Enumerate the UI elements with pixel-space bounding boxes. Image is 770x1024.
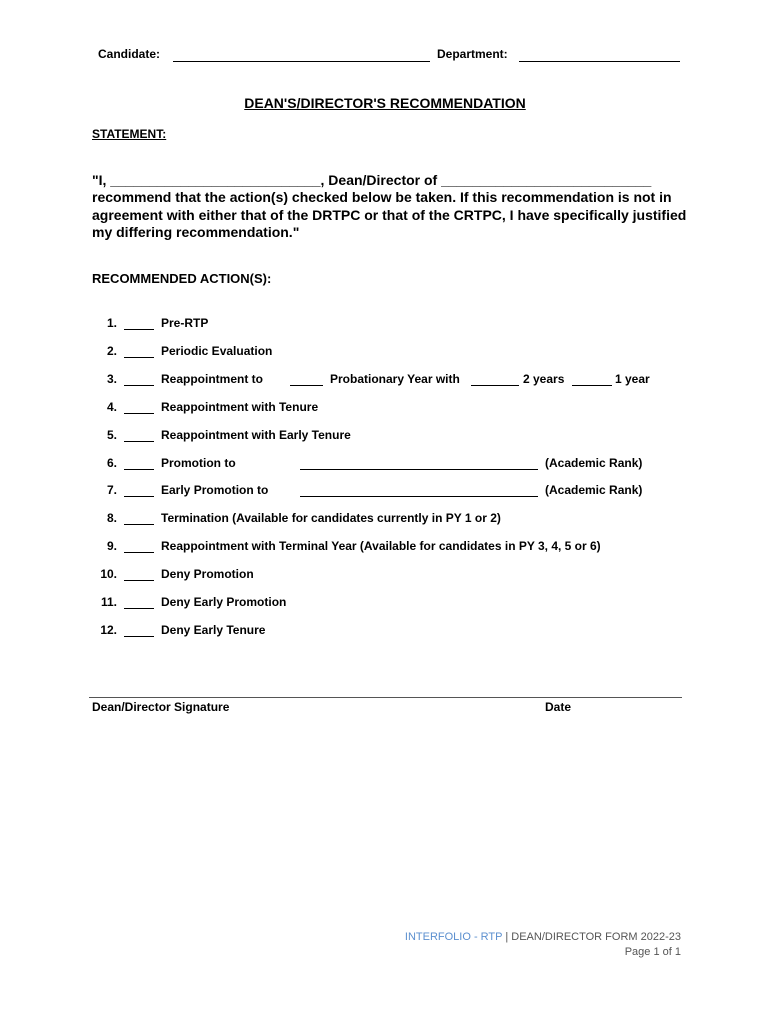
checkbox-blank[interactable] (124, 329, 154, 330)
item-number: 5. (106, 428, 117, 442)
item-number: 3. (106, 372, 117, 386)
item-number: 10. (100, 567, 117, 581)
action-item-pre-rtp (0, 316, 770, 334)
item-label: Deny Early Promotion (161, 595, 287, 609)
two-years-blank[interactable] (471, 385, 519, 386)
academic-rank-label: (Academic Rank) (545, 483, 643, 497)
item-number: 1. (106, 316, 117, 330)
footer-brand: INTERFOLIO - RTP (404, 931, 503, 943)
action-item-periodic-evaluation (0, 344, 770, 362)
footer-form-name: | DEAN/DIRECTOR FORM 2022-23 (502, 931, 681, 943)
department-field[interactable] (519, 61, 680, 62)
academic-rank-field[interactable] (300, 496, 538, 497)
checkbox-blank[interactable] (124, 385, 154, 386)
item-number: 12. (100, 623, 117, 637)
item-label: Deny Promotion (161, 567, 254, 581)
action-item-deny-promotion (0, 567, 770, 585)
item-label: Reappointment with Terminal Year (Available for candidates in PY 3, 4, 5 or 6) (161, 539, 601, 553)
action-item-reappointment (0, 372, 770, 390)
item-number: 11. (100, 595, 117, 609)
item-number: 9. (106, 539, 117, 553)
action-item-reappointment-early-tenure (0, 428, 770, 446)
checkbox-blank[interactable] (124, 357, 154, 358)
item-label: Reappointment to (161, 372, 263, 386)
probationary-year-label: Probationary Year with (330, 372, 460, 386)
candidate-field[interactable] (173, 61, 430, 62)
item-number: 7. (106, 483, 117, 497)
checkbox-blank[interactable] (124, 469, 154, 470)
item-label: Deny Early Tenure (161, 623, 266, 637)
statement-text (92, 172, 692, 241)
action-item-deny-early-tenure (0, 623, 770, 641)
item-number: 6. (106, 456, 117, 470)
statement-heading: STATEMENT: (92, 127, 167, 141)
action-item-terminal-year (0, 539, 770, 557)
checkbox-blank[interactable] (124, 413, 154, 414)
item-number: 4. (106, 400, 117, 414)
page-title: DEAN'S/DIRECTOR'S RECOMMENDATION (244, 95, 526, 111)
item-label: Termination (Available for candidates currently in PY 1 or 2) (161, 511, 501, 525)
item-label: Reappointment with Early Tenure (161, 428, 351, 442)
checkbox-blank[interactable] (124, 496, 154, 497)
two-years-label: 2 years (523, 372, 565, 386)
recommended-actions-heading: RECOMMENDED ACTION(S): (92, 271, 272, 286)
checkbox-blank[interactable] (124, 552, 154, 553)
item-number: 8. (106, 511, 117, 525)
checkbox-blank[interactable] (124, 608, 154, 609)
action-item-early-promotion (0, 483, 770, 501)
statement-line: agreement with either that of the DRTPC or that of the CRTPC, I have specifically justified (92, 206, 687, 223)
checkbox-blank[interactable] (124, 524, 154, 525)
statement-line: my differing recommendation." (92, 223, 300, 240)
department-label: Department: (437, 47, 508, 61)
probationary-year-blank[interactable] (290, 385, 323, 386)
academic-rank-label: (Academic Rank) (545, 456, 643, 470)
item-number: 2. (106, 344, 117, 358)
item-label: Promotion to (161, 456, 236, 470)
page-number: Page 1 of 1 (624, 946, 681, 958)
one-year-label: 1 year (615, 372, 650, 386)
footer-form-title (405, 931, 681, 943)
statement-line: "I, ___________________________, Dean/Director of ___________________________ (92, 172, 652, 188)
date-label: Date (545, 700, 572, 714)
statement-line: recommend that the action(s) checked below be taken. If this recommendation is not in (92, 189, 672, 206)
action-item-termination (0, 511, 770, 529)
item-label: Pre-RTP (161, 316, 209, 330)
action-item-promotion (0, 456, 770, 474)
academic-rank-field[interactable] (300, 469, 538, 470)
item-label: Reappointment with Tenure (161, 400, 319, 414)
item-label: Periodic Evaluation (161, 344, 273, 358)
one-year-blank[interactable] (572, 385, 612, 386)
action-item-reappointment-tenure (0, 400, 770, 418)
signature-field[interactable] (89, 697, 682, 698)
action-item-deny-early-promotion (0, 595, 770, 613)
checkbox-blank[interactable] (124, 636, 154, 637)
checkbox-blank[interactable] (124, 441, 154, 442)
candidate-label: Candidate: (98, 47, 161, 61)
signature-label: Dean/Director Signature (92, 700, 230, 714)
item-label: Early Promotion to (161, 483, 269, 497)
checkbox-blank[interactable] (124, 580, 154, 581)
